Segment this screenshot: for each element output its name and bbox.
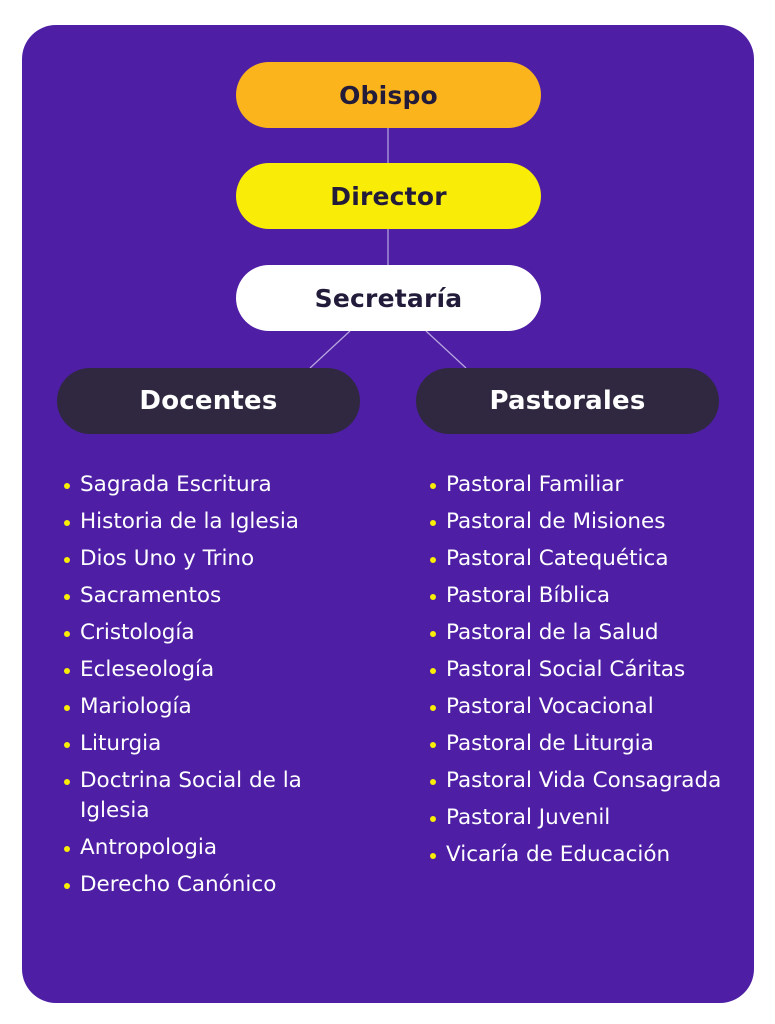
- list-item: [64, 544, 364, 574]
- list-item-label: Historia de la Iglesia: [80, 509, 299, 534]
- list-item: [64, 729, 364, 759]
- bullet-icon: [430, 742, 436, 748]
- list-item-label: Derecho Canónico: [80, 872, 277, 897]
- secretaria-node: Secretaría: [236, 265, 541, 331]
- list-item-label: Pastoral de la Salud: [446, 620, 659, 645]
- bullet-icon: [430, 483, 436, 489]
- docentes-list: [64, 470, 364, 907]
- list-item-label: Pastoral Vida Consagrada: [446, 768, 722, 793]
- bullet-icon: [430, 594, 436, 600]
- bullet-icon: [64, 520, 70, 526]
- list-item-label: Mariología: [80, 694, 192, 719]
- list-item: [64, 618, 364, 648]
- list-item-label: Ecleseología: [80, 657, 215, 682]
- list-item-label: Dios Uno y Trino: [80, 546, 255, 571]
- bullet-icon: [64, 483, 70, 489]
- pastorales-header: Pastorales: [416, 368, 719, 434]
- list-item: [64, 507, 364, 537]
- list-item-label: Pastoral de Liturgia: [446, 731, 654, 756]
- list-item: [430, 470, 730, 500]
- bullet-icon: [430, 816, 436, 822]
- list-item: [430, 729, 730, 759]
- list-item-label: Sagrada Escritura: [80, 472, 272, 497]
- bullet-icon: [64, 705, 70, 711]
- docentes-header: Docentes: [57, 368, 360, 434]
- list-item: [64, 581, 364, 611]
- obispo-node: Obispo: [236, 62, 541, 128]
- bullet-icon: [64, 846, 70, 852]
- list-item: [64, 470, 364, 500]
- pastorales-list: [430, 470, 730, 877]
- list-item-label: Liturgia: [80, 731, 162, 756]
- bullet-icon: [430, 853, 436, 859]
- list-item-label: Antropologia: [80, 835, 218, 860]
- list-item: [430, 803, 730, 833]
- list-item: [430, 692, 730, 722]
- bullet-icon: [64, 742, 70, 748]
- list-item-label: Pastoral Social Cáritas: [446, 657, 686, 682]
- bullet-icon: [64, 668, 70, 674]
- list-item-label: Pastoral Familiar: [446, 472, 624, 497]
- list-item-label: Pastoral Juvenil: [446, 805, 611, 830]
- list-item-label: Pastoral Catequética: [446, 546, 669, 571]
- list-item: [64, 833, 364, 863]
- bullet-icon: [430, 520, 436, 526]
- list-item: [64, 655, 364, 685]
- list-item-label: Vicaría de Educación: [446, 842, 671, 867]
- list-item: [430, 840, 730, 870]
- bullet-icon: [430, 779, 436, 785]
- bullet-icon: [64, 779, 70, 785]
- list-item: [430, 581, 730, 611]
- bullet-icon: [430, 668, 436, 674]
- bullet-icon: [430, 631, 436, 637]
- list-item-label: Pastoral Vocacional: [446, 694, 654, 719]
- list-item: [64, 766, 364, 826]
- list-item: [430, 618, 730, 648]
- list-item-label: Doctrina Social de la Iglesia: [80, 768, 302, 823]
- bullet-icon: [64, 557, 70, 563]
- list-item-label: Cristología: [80, 620, 195, 645]
- list-item: [64, 692, 364, 722]
- list-item: [430, 544, 730, 574]
- bullet-icon: [430, 705, 436, 711]
- list-item-label: Pastoral de Misiones: [446, 509, 666, 534]
- list-item: [64, 870, 364, 900]
- list-item-label: Pastoral Bíblica: [446, 583, 611, 608]
- list-item: [430, 655, 730, 685]
- list-item-label: Sacramentos: [80, 583, 222, 608]
- bullet-icon: [64, 883, 70, 889]
- list-item: [430, 766, 730, 796]
- list-item: [430, 507, 730, 537]
- director-node: Director: [236, 163, 541, 229]
- bullet-icon: [64, 594, 70, 600]
- bullet-icon: [64, 631, 70, 637]
- bullet-icon: [430, 557, 436, 563]
